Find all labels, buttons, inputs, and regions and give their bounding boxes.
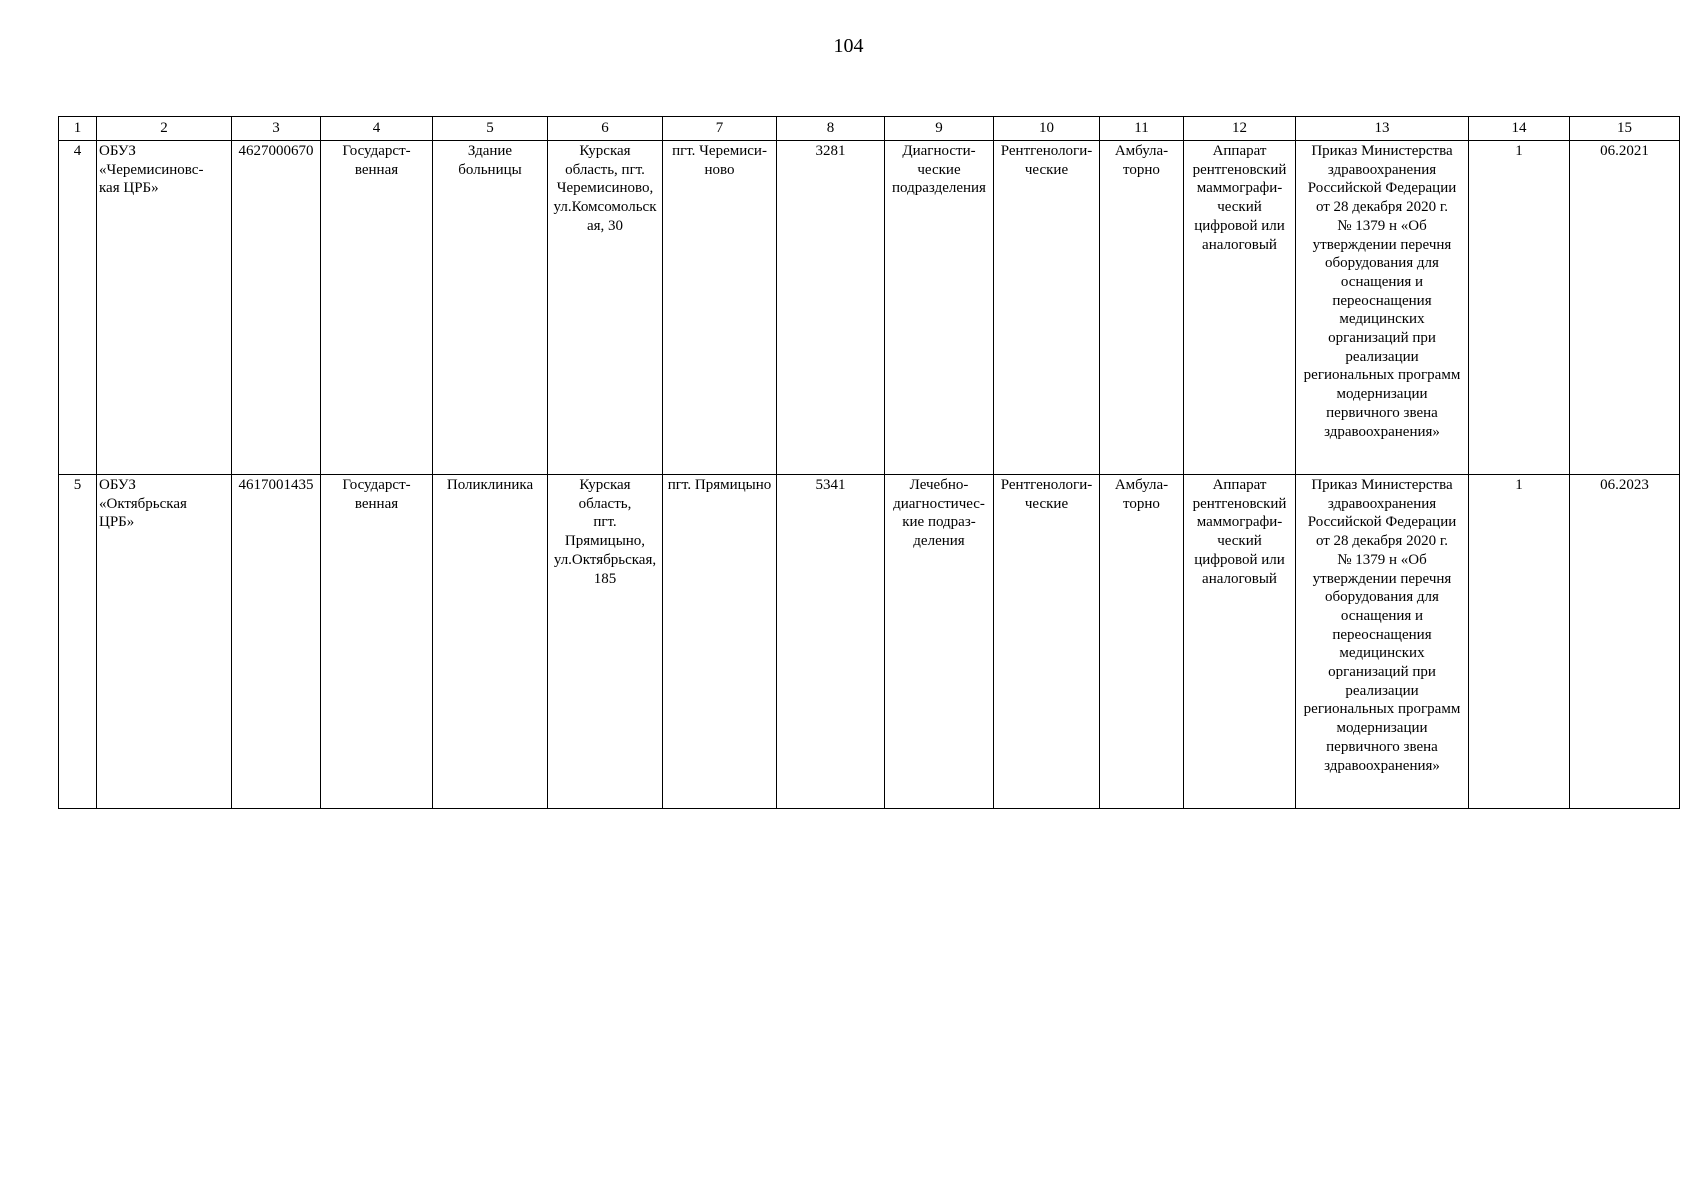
column-number-cell: 6 bbox=[548, 117, 663, 141]
column-number-cell: 12 bbox=[1184, 117, 1296, 141]
equipment-cell: Аппарат рентгеновский маммографи- ческий цифровой или аналоговый bbox=[1184, 475, 1296, 809]
column-number-cell: 4 bbox=[321, 117, 433, 141]
equipment-table bbox=[58, 116, 1680, 809]
organization-name-cell: ОБУЗ «Черемисиновс- кая ЦРБ» bbox=[97, 141, 232, 475]
organization-name-cell: ОБУЗ «Октябрьская ЦРБ» bbox=[97, 475, 232, 809]
column-number-cell: 13 bbox=[1296, 117, 1469, 141]
column-number-cell: 5 bbox=[433, 117, 548, 141]
column-number-cell: 15 bbox=[1570, 117, 1680, 141]
regulation-cell: Приказ Министерства здравоохранения Российской Федерации от 28 декабря 2020 г. № 1379 н «Об утверждении перечня оборудования для оснащения и переоснащения медицинских организаций при реализации региональных программ модернизации первичного звена здравоохранения» bbox=[1296, 141, 1469, 475]
column-number-cell: 3 bbox=[232, 117, 321, 141]
population-cell: 3281 bbox=[777, 141, 885, 475]
population-cell: 5341 bbox=[777, 475, 885, 809]
date-cell: 06.2021 bbox=[1570, 141, 1680, 475]
ownership-form-cell: Государст- венная bbox=[321, 141, 433, 475]
equipment-cell: Аппарат рентгеновский маммографи- ческий цифровой или аналоговый bbox=[1184, 141, 1296, 475]
tax-id-cell: 4617001435 bbox=[232, 475, 321, 809]
regulation-cell: Приказ Министерства здравоохранения Российской Федерации от 28 декабря 2020 г. № 1379 н «Об утверждении перечня оборудования для оснащения и переоснащения медицинских организаций при реализации региональных программ модернизации первичного звена здравоохранения» bbox=[1296, 475, 1469, 809]
column-number-cell: 10 bbox=[994, 117, 1100, 141]
table-row bbox=[59, 141, 1680, 475]
address-cell: Курская область, пгт. Черемисиново, ул.Комсомольск ая, 30 bbox=[548, 141, 663, 475]
quantity-cell: 1 bbox=[1469, 141, 1570, 475]
specialty-cell: Рентгенологи- ческие bbox=[994, 475, 1100, 809]
table-row bbox=[59, 475, 1680, 809]
settlement-cell: пгт. Прямицыно bbox=[663, 475, 777, 809]
row-number-cell: 5 bbox=[59, 475, 97, 809]
division-cell: Лечебно- диагностичес- кие подраз- деления bbox=[885, 475, 994, 809]
specialty-cell: Рентгенологи- ческие bbox=[994, 141, 1100, 475]
row-number-cell: 4 bbox=[59, 141, 97, 475]
date-cell: 06.2023 bbox=[1570, 475, 1680, 809]
column-number-cell: 1 bbox=[59, 117, 97, 141]
building-type-cell: Здание больницы bbox=[433, 141, 548, 475]
division-cell: Диагности- ческие подразделения bbox=[885, 141, 994, 475]
column-number-cell: 14 bbox=[1469, 117, 1570, 141]
column-number-cell: 9 bbox=[885, 117, 994, 141]
care-form-cell: Амбула- торно bbox=[1100, 141, 1184, 475]
quantity-cell: 1 bbox=[1469, 475, 1570, 809]
tax-id-cell: 4627000670 bbox=[232, 141, 321, 475]
column-number-cell: 11 bbox=[1100, 117, 1184, 141]
settlement-cell: пгт. Черемиси- ново bbox=[663, 141, 777, 475]
address-cell: Курская область, пгт. Прямицыно, ул.Октябрьская, 185 bbox=[548, 475, 663, 809]
building-type-cell: Поликлиника bbox=[433, 475, 548, 809]
column-number-cell: 7 bbox=[663, 117, 777, 141]
column-number-cell: 2 bbox=[97, 117, 232, 141]
page-number: 104 bbox=[833, 35, 864, 57]
care-form-cell: Амбула- торно bbox=[1100, 475, 1184, 809]
column-number-row bbox=[59, 117, 1680, 141]
ownership-form-cell: Государст- венная bbox=[321, 475, 433, 809]
column-number-cell: 8 bbox=[777, 117, 885, 141]
